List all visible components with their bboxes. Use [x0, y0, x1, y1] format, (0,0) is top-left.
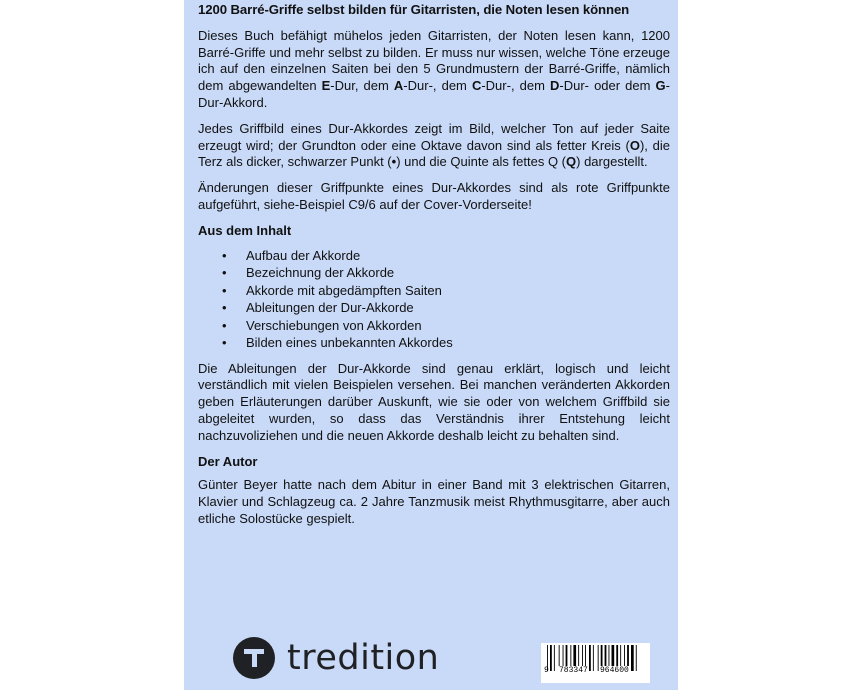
list-item: • Verschiebungen von Akkorden: [198, 317, 670, 335]
list-item: • Bezeichnung der Akkorde: [198, 264, 670, 282]
barcode-digit-prefix: 9: [544, 666, 549, 675]
list-item: • Akkorde mit abgedämpften Saiten: [198, 282, 670, 300]
text-run: -Dur-, dem: [481, 78, 550, 94]
contents-list: [198, 247, 670, 352]
back-cover: [184, 0, 678, 690]
author-heading: Der Autor: [198, 453, 258, 469]
text-run: Dieses Buch befähigt mühelos jeden Gitarristen, der Noten lesen kann, 1200 Barré-Griffe und mehr selbst zu bilden. Er muss nur wissen, welche Töne erzeuge ich auf den einzelnen Saiten bei den 5 Grundmustern der Barré-Griffe, nämlich dem abgewandelten: [198, 27, 670, 94]
bold-text: E: [321, 78, 331, 94]
bold-text: G: [655, 78, 666, 94]
bold-text: Q: [566, 154, 577, 170]
publisher-name: tredition: [287, 638, 440, 678]
book-title: 1200 Barré-Griffe selbst bilden für Gitarristen, die Noten lesen können: [198, 2, 630, 17]
text-run: -Dur- oder dem: [559, 78, 656, 94]
contents-heading: Aus dem Inhalt: [198, 222, 292, 238]
publisher-logo: [233, 636, 439, 680]
changes-paragraph: Änderungen dieser Griffpunkte eines Dur-Akkordes sind als rote Griffpunkte aufgeführt, siehe-Beispiel C9/6 auf der Cover-Vorderseite!: [198, 180, 670, 212]
author-paragraph: Günter Beyer hatte nach dem Abitur in einer Band mit 3 elektrischen Gitarren, Klavier und Schlagzeug ca. 2 Jahre Tanzmusik meist Rhythmusgitarre, aber auch etliche Solostücke gespielt.: [198, 477, 670, 526]
derivations-paragraph: Die Ableitungen der Dur-Akkorde sind genau erklärt, logisch und leicht verständlich mit vielen Beispielen versehen. Bei manchen veränderten Akkorden geben Erläuterungen darüber Auskunft, wie sie oder von welchem Griffbild sie abgeleitet wurden, so dass das Verständnis ihrer Entstehung leicht nachzuvoliziehen und die neuen Akkorde deshalb leicht zu behalten sind.: [198, 360, 670, 443]
list-item: • Aufbau der Akkorde: [198, 247, 670, 265]
barcode-digits-left: 783347: [559, 666, 588, 675]
intro-paragraph: [198, 28, 670, 112]
list-item: • Bilden eines unbekannten Akkordes: [198, 334, 670, 352]
text-run: -Dur-Akkord.: [198, 78, 670, 110]
text-run: Jedes Griffbild eines Dur-Akkordes zeigt im Bild, welcher Ton auf jeder Saite erzeugt wird; der Grundton oder eine Oktave davon sind als fetter Kreis (: [198, 120, 670, 153]
text-run: -Dur-, dem: [403, 78, 472, 94]
isbn-barcode: [541, 643, 650, 683]
chord-diagram-paragraph: [198, 121, 670, 171]
text-run: ) dargestellt.: [576, 154, 648, 170]
bold-text: D: [550, 78, 560, 94]
cover-text: [198, 2, 670, 537]
text-run: ) und die Quinte als fettes Q (: [396, 154, 566, 170]
text-run: ), die Terz als dicker, schwarzer Punkt (: [198, 137, 670, 170]
bold-text: C: [471, 78, 482, 94]
list-item: • Ableitungen der Dur-Akkorde: [198, 299, 670, 317]
bold-text: •: [391, 154, 397, 170]
barcode-digits-right: 964600: [600, 666, 629, 675]
text-run: -Dur, dem: [330, 78, 394, 94]
publisher-logo-icon: [233, 637, 275, 679]
bold-text: A: [393, 78, 404, 94]
bold-text: O: [629, 137, 640, 153]
